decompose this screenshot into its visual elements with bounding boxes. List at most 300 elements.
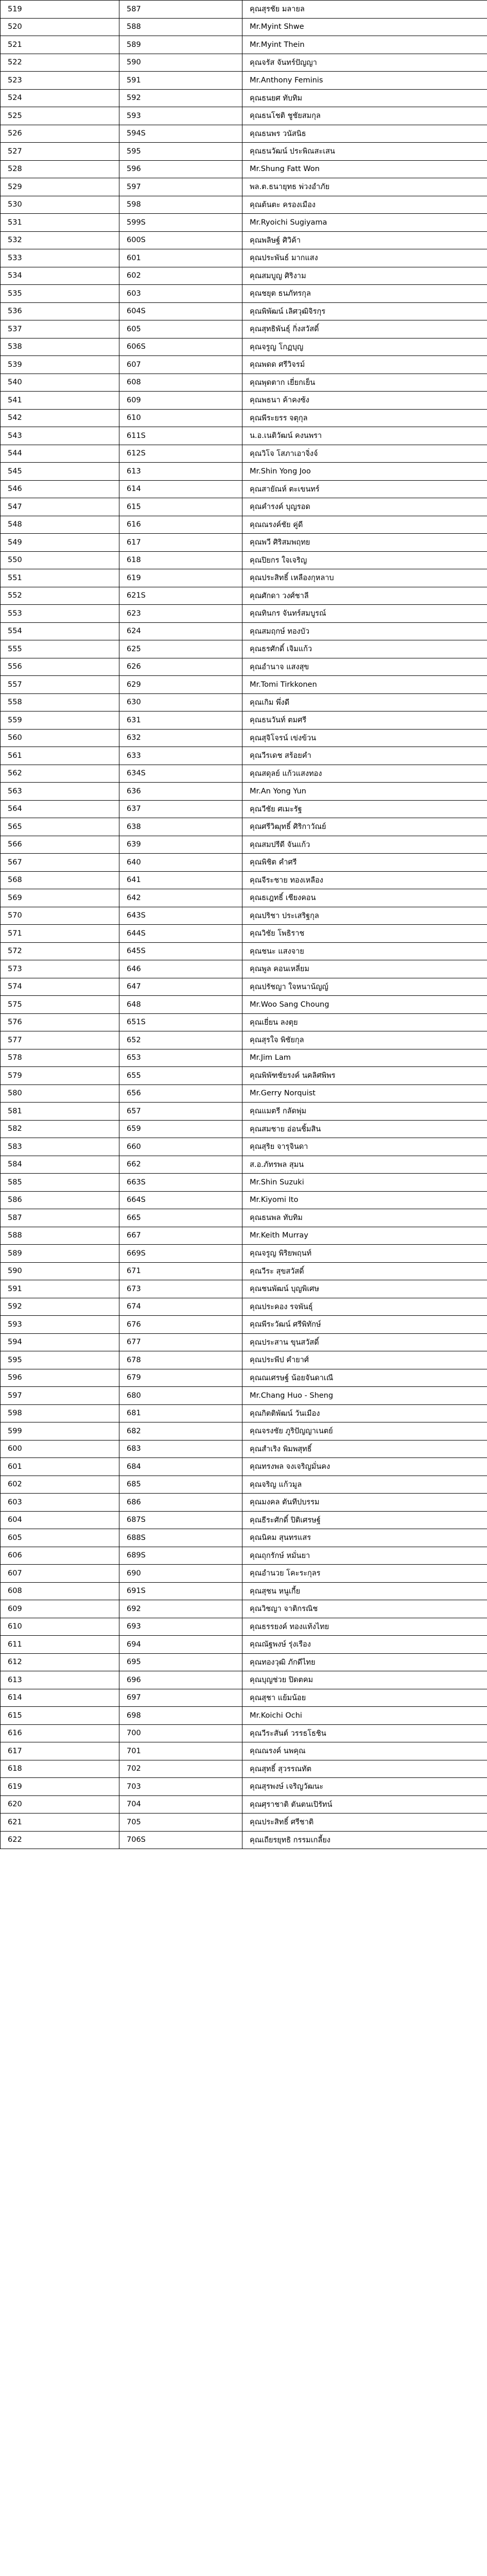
table-row	[1, 534, 487, 552]
row-number-cell: 539	[1, 356, 119, 374]
row-number-cell: 571	[1, 925, 119, 943]
table-row	[1, 854, 487, 872]
member-code-cell: 600S	[119, 231, 242, 249]
member-name-cell: ส.อ.ภัทรพล สุมน	[242, 1156, 487, 1174]
table-row	[1, 1494, 487, 1512]
row-number-cell: 565	[1, 818, 119, 836]
member-code-cell: 623	[119, 605, 242, 623]
member-code-cell: 642	[119, 889, 242, 907]
table-row	[1, 1, 487, 19]
table-row	[1, 907, 487, 925]
member-code-cell: 611S	[119, 427, 242, 445]
member-name-cell: คุณประสิทธิ์ เหลืองกุหลาบ	[242, 569, 487, 587]
table-row	[1, 783, 487, 801]
member-code-cell: 634S	[119, 765, 242, 783]
table-row	[1, 658, 487, 676]
member-code-cell: 694	[119, 1636, 242, 1654]
member-code-cell: 695	[119, 1653, 242, 1671]
member-name-cell: คุณสุชน หนูเกี้ย	[242, 1582, 487, 1600]
row-number-cell: 524	[1, 89, 119, 107]
row-number-cell: 587	[1, 1209, 119, 1227]
table-row	[1, 1831, 487, 1849]
member-name-cell: คุณธนยศ ทับทิม	[242, 89, 487, 107]
row-number-cell: 535	[1, 285, 119, 303]
member-name-cell: คุณพุดตาก เยี่ยกเย็น	[242, 374, 487, 392]
member-code-cell: 651S	[119, 1013, 242, 1031]
table-row	[1, 996, 487, 1014]
member-name-cell: คุณปรัชญา ใจหนาน้ญญ์	[242, 978, 487, 996]
member-name-cell: คุณประสิทธิ์ ศรีชาติ	[242, 1814, 487, 1832]
member-name-cell: คุณทรงพล จงเจริญมั่นคง	[242, 1458, 487, 1476]
row-number-cell: 620	[1, 1795, 119, 1814]
row-number-cell: 523	[1, 72, 119, 90]
row-number-cell: 614	[1, 1689, 119, 1707]
member-code-cell: 591	[119, 72, 242, 90]
table-row	[1, 1565, 487, 1583]
member-code-cell: 633	[119, 747, 242, 765]
row-number-cell: 569	[1, 889, 119, 907]
row-number-cell: 561	[1, 747, 119, 765]
row-number-cell: 554	[1, 622, 119, 640]
member-name-cell: คุณเยี่ยน ลงตุย	[242, 1013, 487, 1031]
member-name-cell: คุณจรงชัย ภูริปัญญาเนตย์	[242, 1422, 487, 1440]
table-row	[1, 551, 487, 569]
member-code-cell: 663S	[119, 1174, 242, 1192]
member-name-cell: คุณสดุลย์ แก้วแสงทอง	[242, 765, 487, 783]
table-row	[1, 1120, 487, 1138]
table-row	[1, 622, 487, 640]
row-number-cell: 580	[1, 1084, 119, 1103]
member-name-cell: คุณพีระยรร จตุกุล	[242, 409, 487, 427]
member-name-cell: คุณเกิม พึ่งดี	[242, 693, 487, 711]
row-number-cell: 574	[1, 978, 119, 996]
row-number-cell: 591	[1, 1280, 119, 1298]
member-name-cell: คุณพีระวัฒน์ ศรีพิทักษ์	[242, 1316, 487, 1334]
member-name-cell: คุณทองวุฒิ ภักดีไทย	[242, 1653, 487, 1671]
member-code-cell: 593	[119, 107, 242, 125]
row-number-cell: 560	[1, 729, 119, 747]
member-code-cell: 617	[119, 534, 242, 552]
table-row	[1, 231, 487, 249]
member-code-cell: 606S	[119, 338, 242, 356]
table-row	[1, 1636, 487, 1654]
row-number-cell: 606	[1, 1547, 119, 1565]
table-row	[1, 1084, 487, 1103]
row-number-cell: 605	[1, 1529, 119, 1547]
row-number-cell: 540	[1, 374, 119, 392]
member-name-cell: คุณศุราชาติ ตันตนเปิรัทน์	[242, 1795, 487, 1814]
table-row	[1, 1156, 487, 1174]
member-code-cell: 701	[119, 1742, 242, 1760]
member-code-cell: 609	[119, 392, 242, 410]
member-name-cell: คุณอำนวย โคะระกุลร	[242, 1565, 487, 1583]
member-name-cell: คุณจรูญ พิริยพฤนท์	[242, 1245, 487, 1263]
member-code-cell: 621S	[119, 587, 242, 605]
member-name-cell: คุณธีระศักดิ์ ปิติเศรษฐ์	[242, 1511, 487, 1529]
table-row	[1, 267, 487, 285]
row-number-cell: 622	[1, 1831, 119, 1849]
member-code-cell: 677	[119, 1333, 242, 1351]
member-code-cell: 659	[119, 1120, 242, 1138]
member-code-cell: 655	[119, 1067, 242, 1085]
row-number-cell: 609	[1, 1600, 119, 1618]
table-row	[1, 143, 487, 161]
member-code-cell: 610	[119, 409, 242, 427]
table-row	[1, 1298, 487, 1316]
row-number-cell: 607	[1, 1565, 119, 1583]
member-code-cell: 629	[119, 676, 242, 694]
member-name-cell: น.อ.เนติวัฒน์ คงนพรา	[242, 427, 487, 445]
table-row	[1, 942, 487, 960]
member-code-cell: 590	[119, 54, 242, 72]
row-number-cell: 616	[1, 1724, 119, 1742]
table-row	[1, 1742, 487, 1760]
member-name-cell: คุณมงคล ตันทีปบรรม	[242, 1494, 487, 1512]
member-name-cell: คุณศักดา วงศ์ชาลี	[242, 587, 487, 605]
table-row	[1, 1529, 487, 1547]
member-name-cell: คุณกิตติพัฒน์ วันเมือง	[242, 1404, 487, 1422]
member-name-cell: Mr.Woo Sang Choung	[242, 996, 487, 1014]
member-name-cell: คุณวิชัย โพธิราช	[242, 925, 487, 943]
member-name-cell: คุณพิชิต คำศรี	[242, 854, 487, 872]
row-number-cell: 581	[1, 1103, 119, 1121]
member-name-cell: คุณวิโจ โสภาเอาจิ่งจ์	[242, 445, 487, 463]
member-name-cell: Mr.Koichi Ochi	[242, 1707, 487, 1725]
table-row	[1, 1316, 487, 1334]
row-number-cell: 618	[1, 1760, 119, 1778]
member-name-cell: คุณคำรงค์ บุญรอด	[242, 498, 487, 516]
row-number-cell: 521	[1, 36, 119, 54]
table-row	[1, 676, 487, 694]
row-number-cell: 610	[1, 1618, 119, 1636]
member-code-cell: 608	[119, 374, 242, 392]
table-row	[1, 392, 487, 410]
member-code-cell: 613	[119, 463, 242, 481]
member-code-cell: 636	[119, 783, 242, 801]
row-number-cell: 585	[1, 1174, 119, 1192]
member-code-cell: 619	[119, 569, 242, 587]
member-name-cell: คุณพิพัฒน์ เลิศวุฒิจิรกุร	[242, 302, 487, 320]
table-row	[1, 889, 487, 907]
member-name-cell: คุณสุชา แย้มน้อย	[242, 1689, 487, 1707]
member-name-cell: คุณสมปรีดี จันแก้ว	[242, 836, 487, 854]
member-name-cell: คุณณรงค์ชัย คู่ดี	[242, 516, 487, 534]
member-code-cell: 640	[119, 854, 242, 872]
table-row	[1, 1440, 487, 1458]
member-name-cell: คุณจีระชาย ทองเหลือง	[242, 871, 487, 889]
member-name-cell: คุณถุกรักษ์ หมั่นยา	[242, 1547, 487, 1565]
row-number-cell: 550	[1, 551, 119, 569]
member-name-cell: คุณเถียรยุทธิ กรรมเกลี้ยง	[242, 1831, 487, 1849]
table-row	[1, 214, 487, 232]
member-name-cell: คุณประคอง รจพันธุ์	[242, 1298, 487, 1316]
row-number-cell: 530	[1, 196, 119, 214]
member-name-cell: Mr.Tomi Tirkkonen	[242, 676, 487, 694]
table-row	[1, 54, 487, 72]
member-code-cell: 665	[119, 1209, 242, 1227]
member-code-cell: 688S	[119, 1529, 242, 1547]
member-code-cell: 595	[119, 143, 242, 161]
member-code-cell: 653	[119, 1049, 242, 1067]
table-row	[1, 1404, 487, 1422]
row-number-cell: 534	[1, 267, 119, 285]
member-code-cell: 676	[119, 1316, 242, 1334]
row-number-cell: 570	[1, 907, 119, 925]
member-code-cell: 626	[119, 658, 242, 676]
table-row	[1, 498, 487, 516]
member-name-cell: คุณสุทธิ์ สุวรรณทัต	[242, 1760, 487, 1778]
table-row	[1, 818, 487, 836]
row-number-cell: 537	[1, 320, 119, 338]
member-code-cell: 690	[119, 1565, 242, 1583]
member-name-cell: คุณสายัณห์ ตะเขนทร์	[242, 480, 487, 498]
member-code-cell: 616	[119, 516, 242, 534]
row-number-cell: 576	[1, 1013, 119, 1031]
table-row	[1, 1103, 487, 1121]
row-number-cell: 525	[1, 107, 119, 125]
member-name-cell: คุณวีระสันต์ วรรธโธชิน	[242, 1724, 487, 1742]
row-number-cell: 557	[1, 676, 119, 694]
member-code-cell: 597	[119, 178, 242, 196]
member-name-cell: คุณชนพัฒน์ บุญพิเศษ	[242, 1280, 487, 1298]
member-name-cell: คุณธนวันท์ ตมศรี	[242, 711, 487, 730]
member-name-cell: คุณชนะ แสงจาย	[242, 942, 487, 960]
table-row	[1, 1049, 487, 1067]
member-code-cell: 602	[119, 267, 242, 285]
table-row	[1, 1422, 487, 1440]
member-code-cell: 662	[119, 1156, 242, 1174]
member-name-cell: คุณปิยกร ใจเจริญ	[242, 551, 487, 569]
member-code-cell: 596	[119, 160, 242, 178]
table-row	[1, 125, 487, 143]
member-code-cell: 697	[119, 1689, 242, 1707]
member-code-cell: 589	[119, 36, 242, 54]
member-name-cell: คุณสมบูญ ศิริงาม	[242, 267, 487, 285]
member-name-cell: คุณสุรชัย มลายล	[242, 1, 487, 19]
member-name-cell: คุณประพีป คำยาศ์	[242, 1351, 487, 1369]
member-name-cell: Mr.Gerry Norquist	[242, 1084, 487, 1103]
table-row	[1, 18, 487, 36]
member-name-cell: คุณวีชัย ศเมะรัฐ	[242, 800, 487, 818]
member-name-cell: คุณวิชญา จาติกรณิช	[242, 1600, 487, 1618]
member-code-cell: 587	[119, 1, 242, 19]
member-code-cell: 706S	[119, 1831, 242, 1849]
member-code-cell: 700	[119, 1724, 242, 1742]
table-row	[1, 1653, 487, 1671]
row-number-cell: 613	[1, 1671, 119, 1689]
row-number-cell: 566	[1, 836, 119, 854]
member-name-cell: Mr.Kiyomi Ito	[242, 1191, 487, 1209]
table-row	[1, 427, 487, 445]
table-row	[1, 1209, 487, 1227]
member-name-cell: คุณประสาน ขุนสวัสดิ์	[242, 1333, 487, 1351]
member-name-cell: คุณณเศรษฐ์ น้อยจันดาเณี	[242, 1369, 487, 1387]
row-number-cell: 592	[1, 1298, 119, 1316]
table-row	[1, 836, 487, 854]
row-number-cell: 593	[1, 1316, 119, 1334]
member-code-cell: 687S	[119, 1511, 242, 1529]
row-number-cell: 532	[1, 231, 119, 249]
member-name-cell: คุณศรีวิฒุทธิ์ ศิริกาวัณย์	[242, 818, 487, 836]
row-number-cell: 528	[1, 160, 119, 178]
table-row	[1, 1600, 487, 1618]
row-number-cell: 545	[1, 463, 119, 481]
table-row	[1, 693, 487, 711]
row-number-cell: 555	[1, 640, 119, 658]
row-number-cell: 600	[1, 1440, 119, 1458]
member-code-cell: 669S	[119, 1245, 242, 1263]
member-code-cell: 680	[119, 1387, 242, 1405]
member-name-cell: คุณนิคม สุนทรแสร	[242, 1529, 487, 1547]
member-name-cell: Mr.Anthony Feminis	[242, 72, 487, 90]
member-code-cell: 693	[119, 1618, 242, 1636]
member-name-cell: คุณสุทธิพันธุ์ กิ่งสวัสดิ์	[242, 320, 487, 338]
member-name-cell: คุณณัฐพงษ์ รุ่งเรือง	[242, 1636, 487, 1654]
table-row	[1, 196, 487, 214]
row-number-cell: 553	[1, 605, 119, 623]
member-name-cell: Mr.Shin Suzuki	[242, 1174, 487, 1192]
member-name-cell: คุณแมตรี กลัดพุ่ม	[242, 1103, 487, 1121]
row-number-cell: 558	[1, 693, 119, 711]
member-code-cell: 667	[119, 1227, 242, 1245]
row-number-cell: 604	[1, 1511, 119, 1529]
row-number-cell: 544	[1, 445, 119, 463]
table-row	[1, 1795, 487, 1814]
table-row	[1, 107, 487, 125]
member-name-cell: คุณพิพัฑชัยรงค์ นคลิศพิพร	[242, 1067, 487, 1085]
row-number-cell: 527	[1, 143, 119, 161]
member-code-cell: 656	[119, 1084, 242, 1103]
member-name-cell: คุณสมชาย อ่อนชิ้มสิน	[242, 1120, 487, 1138]
row-number-cell: 575	[1, 996, 119, 1014]
table-row	[1, 409, 487, 427]
table-row	[1, 445, 487, 463]
row-number-cell: 533	[1, 249, 119, 267]
row-number-cell: 538	[1, 338, 119, 356]
row-number-cell: 519	[1, 1, 119, 19]
member-name-cell: คุณทินกร จันทร์สมบูรณ์	[242, 605, 487, 623]
member-name-cell: คุณจรัส จันทร์ปัญญา	[242, 54, 487, 72]
row-number-cell: 551	[1, 569, 119, 587]
table-row	[1, 1547, 487, 1565]
table-row	[1, 1814, 487, 1832]
member-name-cell: คุณอำนาจ แสงสุข	[242, 658, 487, 676]
member-code-cell: 704	[119, 1795, 242, 1814]
row-number-cell: 563	[1, 783, 119, 801]
row-number-cell: 536	[1, 302, 119, 320]
member-code-cell: 664S	[119, 1191, 242, 1209]
member-code-cell: 682	[119, 1422, 242, 1440]
member-code-cell: 684	[119, 1458, 242, 1476]
member-name-cell: Mr.Myint Shwe	[242, 18, 487, 36]
member-code-cell: 592	[119, 89, 242, 107]
member-name-cell: คุณพูล คอนเหลี่ยม	[242, 960, 487, 978]
member-name-cell: คุณธนโชติ ชูชัยสมกุล	[242, 107, 487, 125]
table-row	[1, 36, 487, 54]
table-row	[1, 587, 487, 605]
member-code-cell: 657	[119, 1103, 242, 1121]
row-number-cell: 583	[1, 1138, 119, 1156]
table-row	[1, 1138, 487, 1156]
member-name-cell: Mr.Jim Lam	[242, 1049, 487, 1067]
row-number-cell: 589	[1, 1245, 119, 1263]
row-number-cell: 597	[1, 1387, 119, 1405]
member-name-cell: คุณธนพร วนัสนิธ	[242, 125, 487, 143]
row-number-cell: 531	[1, 214, 119, 232]
row-number-cell: 577	[1, 1031, 119, 1049]
table-row	[1, 285, 487, 303]
member-name-cell: คุณสำเริง พิมพสุทธิ์	[242, 1440, 487, 1458]
member-code-cell: 594S	[119, 125, 242, 143]
member-name-cell: คุณปริชา ประเสริฐกุล	[242, 907, 487, 925]
member-code-cell: 685	[119, 1476, 242, 1494]
member-code-cell: 601	[119, 249, 242, 267]
member-name-cell: คุณวีระ สุขสวัสดิ์	[242, 1262, 487, 1280]
table-row	[1, 338, 487, 356]
row-number-cell: 572	[1, 942, 119, 960]
member-code-cell: 702	[119, 1760, 242, 1778]
member-name-cell: คุณสุริย จารุจินดา	[242, 1138, 487, 1156]
table-row	[1, 1582, 487, 1600]
roster-body	[1, 1, 487, 1849]
member-name-cell: คุณต้นตะ ครองเมือง	[242, 196, 487, 214]
table-row	[1, 516, 487, 534]
row-number-cell: 603	[1, 1494, 119, 1512]
row-number-cell: 522	[1, 54, 119, 72]
member-name-cell: คุณจริญ แก้วมูล	[242, 1476, 487, 1494]
member-code-cell: 605	[119, 320, 242, 338]
member-code-cell: 698	[119, 1707, 242, 1725]
row-number-cell: 546	[1, 480, 119, 498]
member-code-cell: 624	[119, 622, 242, 640]
table-row	[1, 1227, 487, 1245]
member-name-cell: คุณพดด ศรีวิจรม์	[242, 356, 487, 374]
table-row	[1, 1760, 487, 1778]
member-code-cell: 660	[119, 1138, 242, 1156]
table-row	[1, 1351, 487, 1369]
member-code-cell: 644S	[119, 925, 242, 943]
table-row	[1, 1067, 487, 1085]
table-row	[1, 72, 487, 90]
member-code-cell: 683	[119, 1440, 242, 1458]
member-name-cell: คุณจรูญ โกฏบุญ	[242, 338, 487, 356]
member-name-cell: คุณธรศักดิ์ เจิมแก้ว	[242, 640, 487, 658]
table-row	[1, 302, 487, 320]
table-row	[1, 1618, 487, 1636]
table-row	[1, 1689, 487, 1707]
member-code-cell: 630	[119, 693, 242, 711]
table-row	[1, 1191, 487, 1209]
row-number-cell: 556	[1, 658, 119, 676]
row-number-cell: 559	[1, 711, 119, 730]
table-row	[1, 1707, 487, 1725]
row-number-cell: 548	[1, 516, 119, 534]
member-name-cell: คุณณรงค์ นพคุณ	[242, 1742, 487, 1760]
table-row	[1, 463, 487, 481]
table-row	[1, 1245, 487, 1263]
table-row	[1, 800, 487, 818]
member-name-cell: คุณธนวัฒน์ ประพิณสะเสน	[242, 143, 487, 161]
member-code-cell: 618	[119, 551, 242, 569]
row-number-cell: 541	[1, 392, 119, 410]
table-row	[1, 871, 487, 889]
table-row	[1, 1671, 487, 1689]
member-code-cell: 603	[119, 285, 242, 303]
row-number-cell: 542	[1, 409, 119, 427]
row-number-cell: 615	[1, 1707, 119, 1725]
table-row	[1, 1387, 487, 1405]
member-code-cell: 646	[119, 960, 242, 978]
